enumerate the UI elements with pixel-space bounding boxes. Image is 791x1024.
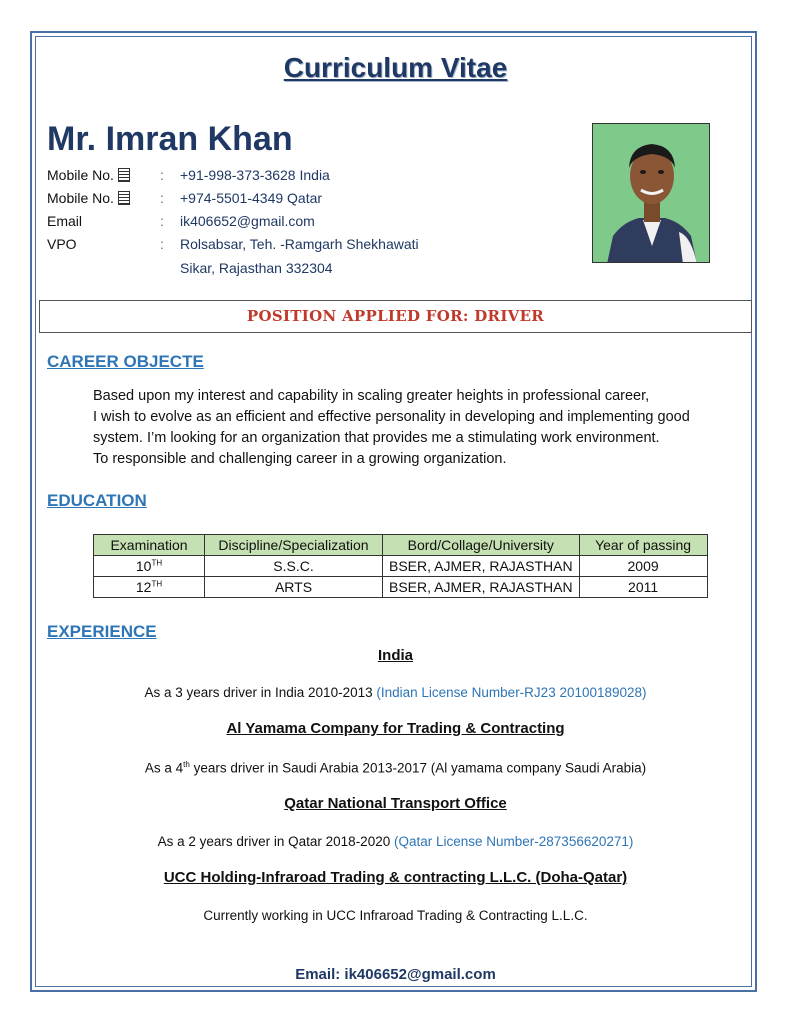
education-heading: EDUCATION	[47, 491, 147, 510]
contact-label: Mobile No.	[47, 190, 114, 206]
profile-photo-illustration	[593, 124, 710, 263]
table-cell: S.S.C.	[205, 556, 383, 577]
experience-description: Currently working in UCC Infraroad Trading & Contracting L.L.C.	[203, 908, 588, 923]
footer-email: Email: ik406652@gmail.com	[295, 966, 496, 983]
candidate-name: Mr. Imran Khan	[47, 120, 293, 158]
experience-company: UCC Holding-Infraroad Trading & contracting L.L.C. (Doha-Qatar)	[163, 869, 628, 886]
experience-company: Al Yamama Company for Trading & Contracting	[226, 720, 565, 737]
experience-description: As a 4th years driver in Saudi Arabia 2013-2017 (Al yamama company Saudi Arabia)	[144, 760, 647, 776]
profile-photo	[592, 123, 710, 263]
table-cell: ARTS	[205, 577, 383, 598]
position-applied-banner: POSITION APPLIED FOR: DRIVER	[39, 300, 752, 333]
column-header: Bord/Collage/University	[383, 535, 580, 556]
education-table	[93, 534, 708, 598]
column-header: Discipline/Specialization	[205, 535, 383, 556]
contact-label: Email	[47, 213, 83, 229]
contact-value: +91-998-373-3628 India	[180, 167, 330, 183]
contact-value: +974-5501-4349 Qatar	[180, 190, 323, 206]
table-header-row	[94, 535, 708, 556]
table-cell: 10TH	[94, 556, 205, 577]
phone-icon	[118, 168, 130, 182]
table-cell: 2009	[579, 556, 707, 577]
contact-label: VPO	[47, 236, 77, 252]
experience-company: India	[377, 647, 413, 664]
table-cell: BSER, AJMER, RAJASTHAN	[383, 577, 580, 598]
colon: :	[160, 236, 164, 252]
contact-label: Mobile No.	[47, 167, 114, 183]
colon: :	[160, 190, 164, 206]
colon: :	[160, 213, 164, 229]
table-row	[94, 577, 708, 598]
experience-company: Qatar National Transport Office	[284, 795, 507, 812]
license-note: (Indian License Number-RJ23 20100189028)	[376, 685, 647, 700]
table-cell: 2011	[579, 577, 707, 598]
phone-icon	[118, 191, 130, 205]
document-title: Curriculum Vitae	[283, 52, 508, 83]
career-objective-text	[93, 386, 743, 470]
career-line: To responsible and challenging career in a growing organization.	[93, 451, 507, 467]
experience-description: As a 3 years driver in India 2010-2013 (Indian License Number-RJ23 20100189028)	[144, 685, 647, 700]
table-row	[94, 556, 708, 577]
table-cell: BSER, AJMER, RAJASTHAN	[383, 556, 580, 577]
column-header: Examination	[94, 535, 205, 556]
contact-value: Rolsabsar, Teh. -Ramgarh Shekhawati	[180, 236, 419, 252]
career-heading: CAREER OBJECTE	[47, 352, 204, 371]
column-header: Year of passing	[579, 535, 707, 556]
career-line: system. I’m looking for an organization that provides me a stimulating work environment.	[93, 430, 660, 446]
career-line: I wish to evolve as an efficient and effective personality in developing and implementing good	[93, 409, 690, 425]
table-cell: 12TH	[94, 577, 205, 598]
contact-value: Sikar, Rajasthan 332304	[180, 260, 333, 276]
colon: :	[160, 167, 164, 183]
experience-heading: EXPERIENCE	[47, 622, 157, 641]
license-note: (Qatar License Number-287356620271)	[393, 834, 634, 849]
contact-value: ik406652@gmail.com	[180, 213, 315, 229]
career-line: Based upon my interest and capability in scaling greater heights in professional career,	[93, 388, 650, 404]
experience-description: As a 2 years driver in Qatar 2018-2020 (Qatar License Number-287356620271)	[157, 834, 634, 849]
